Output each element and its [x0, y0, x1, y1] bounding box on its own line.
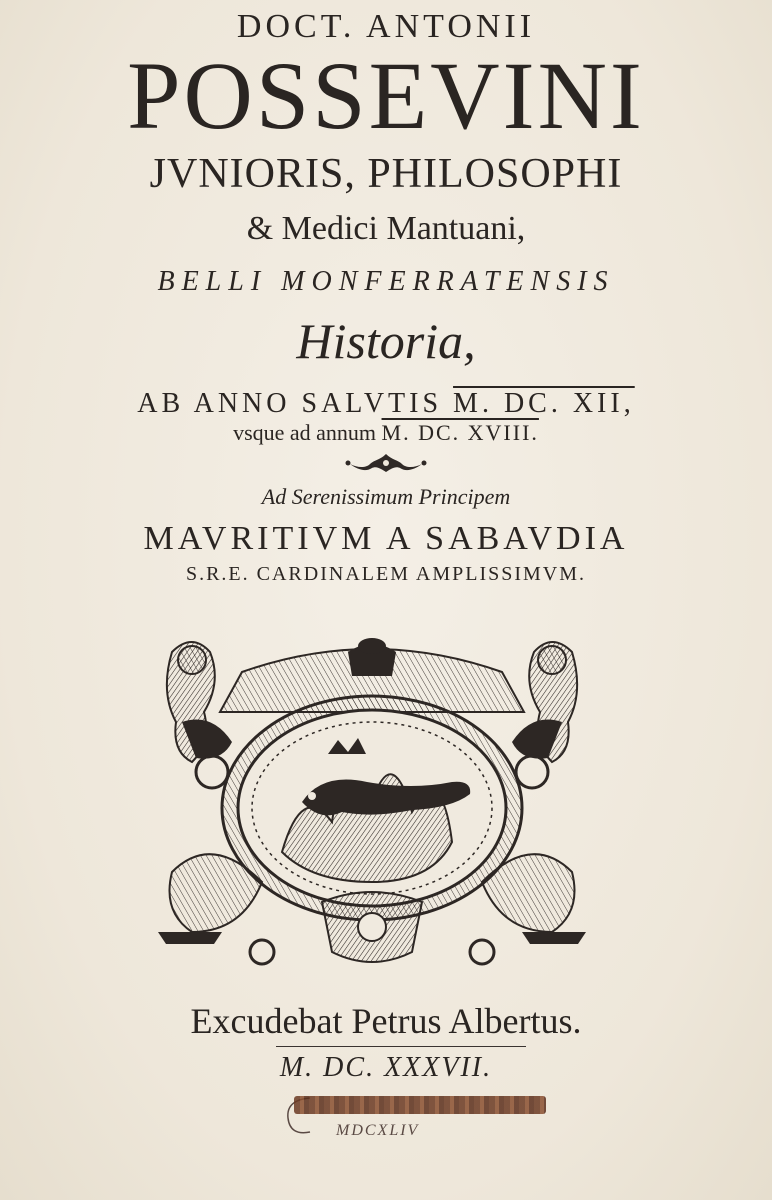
date-range-start-label: AB ANNO SALVTIS	[137, 388, 443, 419]
dedication-line: Ad Serenissimum Principem	[261, 484, 511, 509]
date-range-start	[0, 388, 772, 420]
manuscript-date: MDCXLIV	[336, 1122, 420, 1139]
date-range-start-year: M. DC. XII,	[453, 388, 635, 419]
author-qualifier: JVNIORIS, PHILOSOPHI	[149, 151, 623, 197]
book-title-historia: Historia,	[296, 313, 476, 369]
book-title: BELLI MONFERRATENSIS	[157, 266, 615, 297]
date-range-end-year: M. DC. XVIII.	[381, 420, 539, 445]
date-range-end	[0, 420, 772, 446]
date-range-end-label: vsque ad annum	[233, 420, 377, 445]
dedicatee-title: S.R.E. CARDINALEM AMPLISSIMVM.	[185, 563, 587, 585]
printer-line: Excudebat Petrus Albertus.	[190, 1001, 582, 1041]
dedicatee-name: MAVRITIVM A SABAVDIA	[143, 520, 629, 557]
imprint-date: M. DC. XXXVII.	[279, 1052, 493, 1083]
crossed-out-ownership-note	[294, 1096, 546, 1114]
imprint-rule	[276, 1046, 526, 1047]
salamander-woodcut-vignette	[152, 632, 592, 974]
author-prefix: DOCT. ANTONII	[236, 8, 536, 45]
manuscript-inscription	[280, 1088, 560, 1148]
fleuron-ornament	[340, 450, 432, 476]
author-name: POSSEVINI	[127, 42, 645, 149]
author-profession: & Medici Mantuani,	[246, 210, 526, 247]
